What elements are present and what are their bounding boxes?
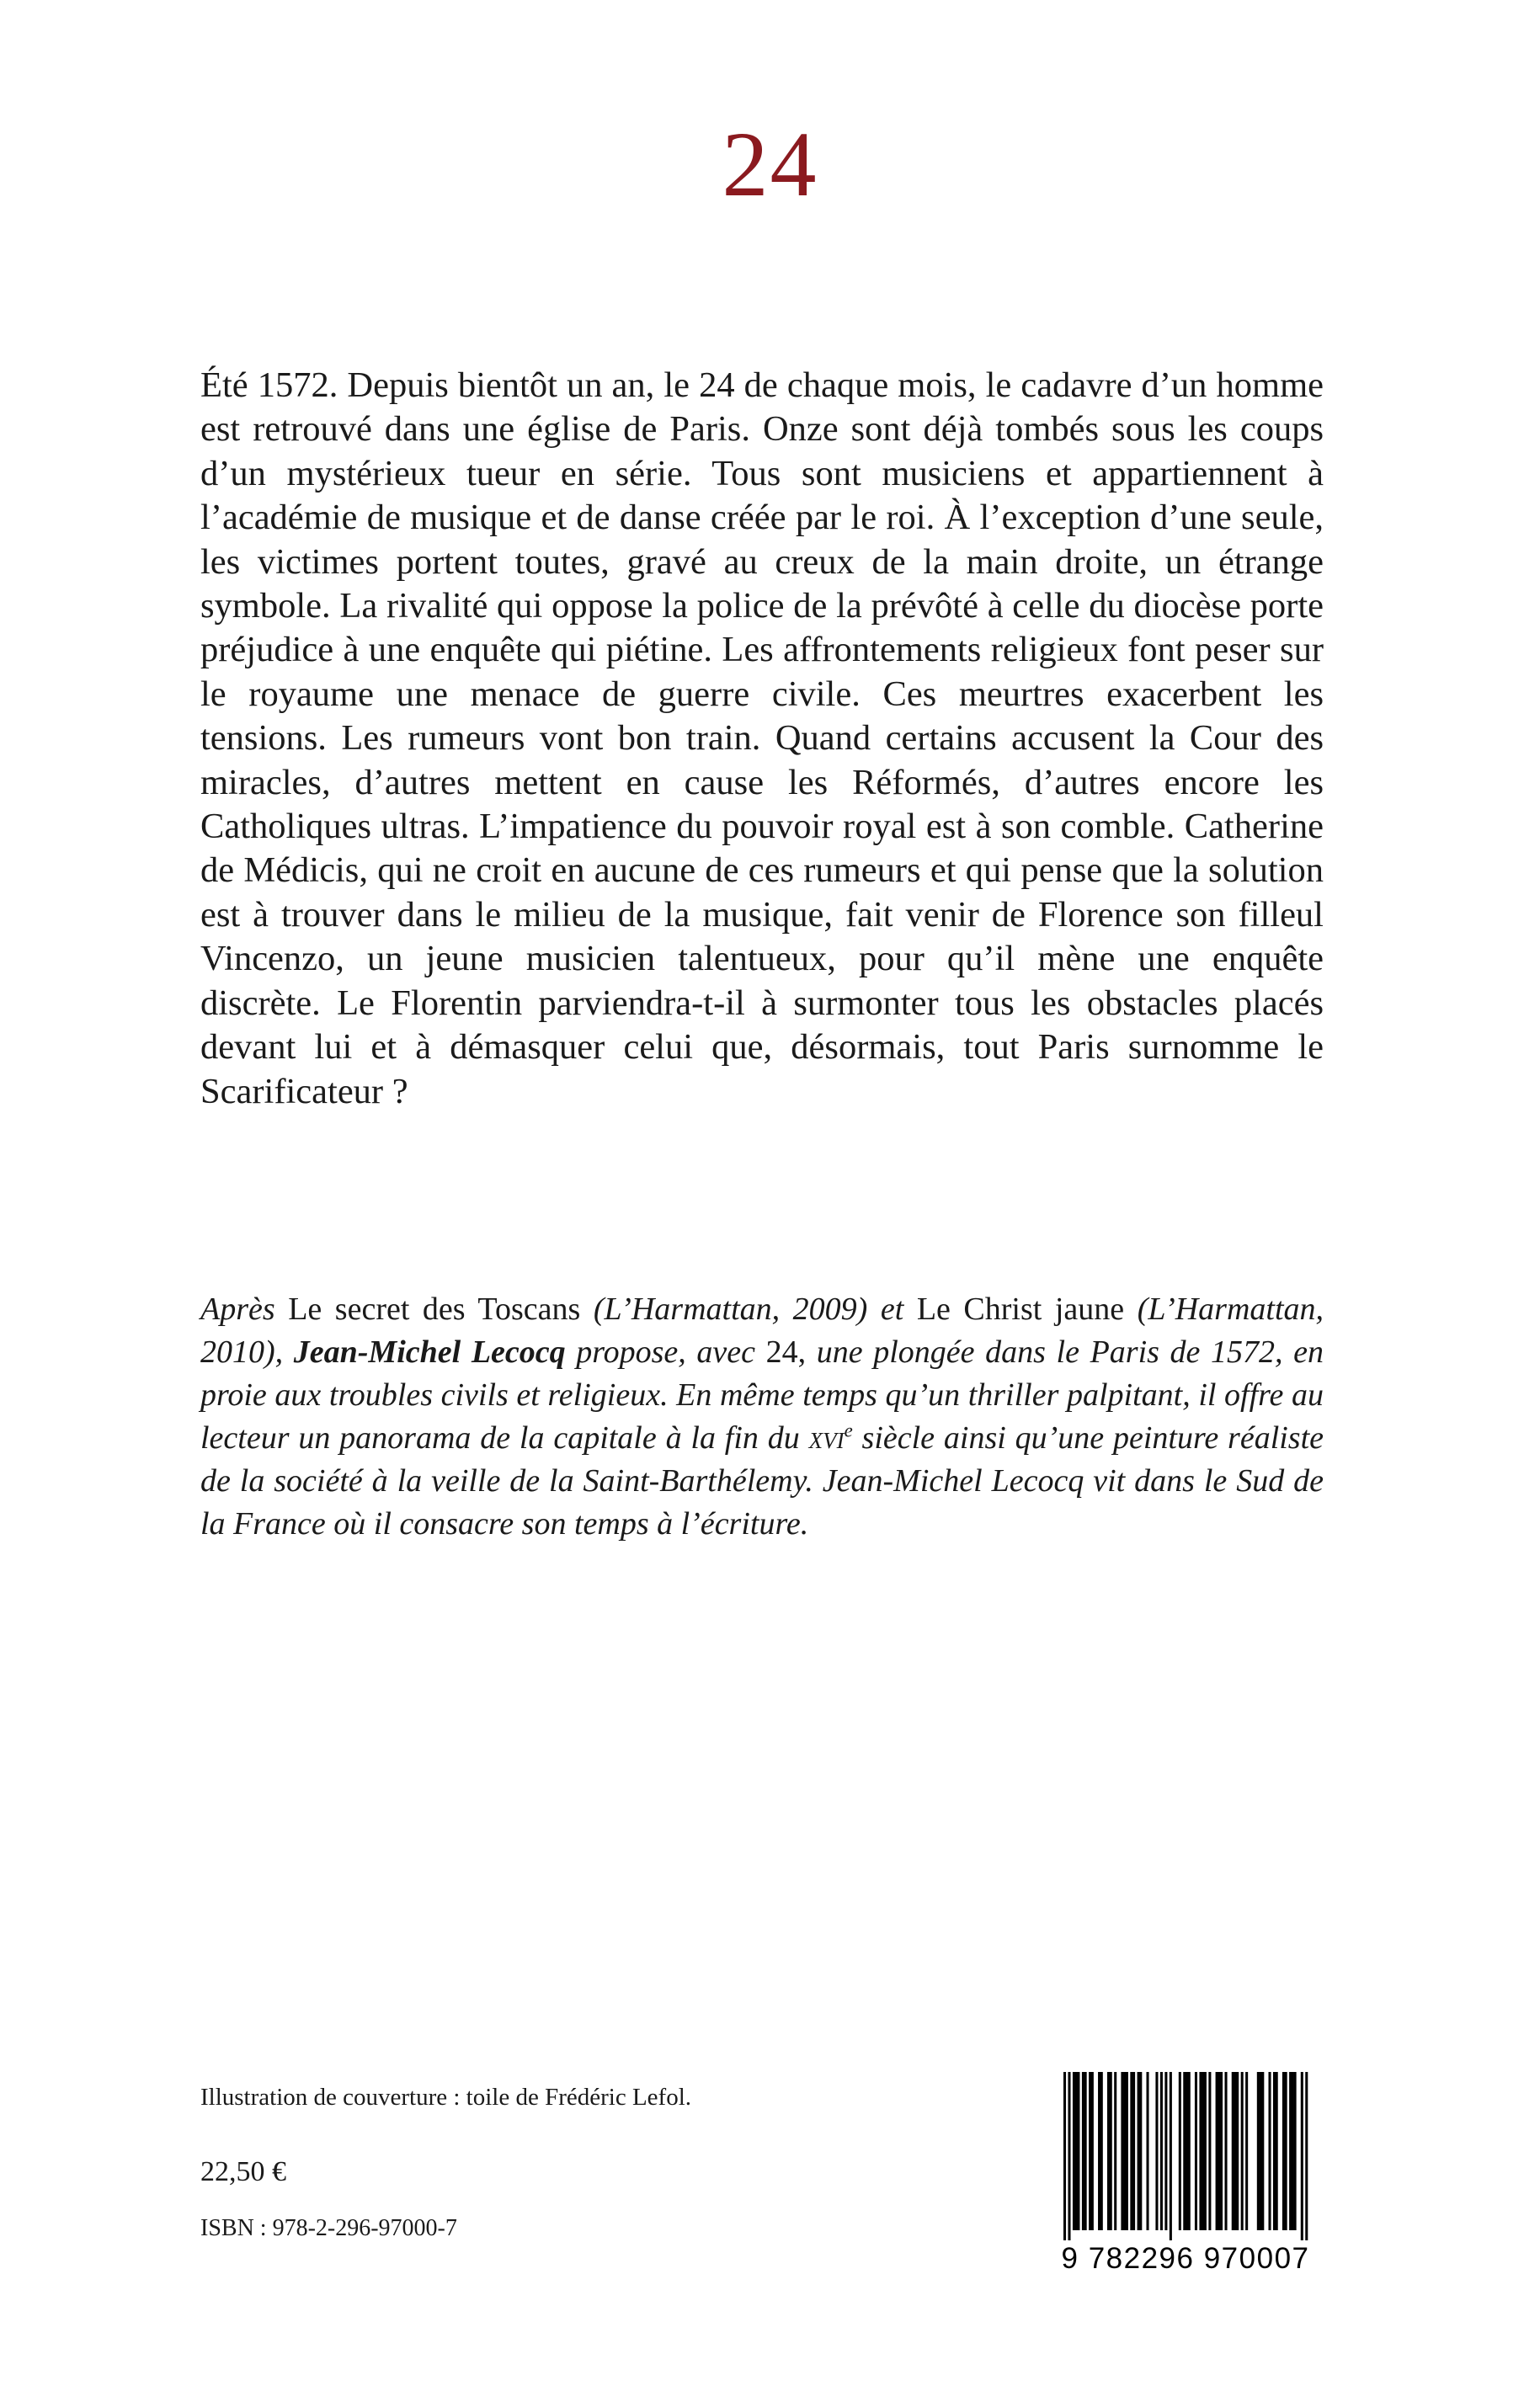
barcode-bar — [1241, 2072, 1244, 2230]
isbn-barcode — [1047, 2072, 1324, 2282]
barcode-bar — [1146, 2072, 1148, 2230]
synopsis-paragraph: Été 1572. Depuis bientôt un an, le 24 de chaque mois, le cadavre d’un homme est retrouvé dans une église de Paris. Onze sont déjà tombés sous les coups d’un mystérieux tueur en série. Tous sont musiciens et appartiennent à l’académie de musique et de danse créée par le roi. À l’exception d’une seule, les victimes portent toutes, gravé au creux de la main droite, un étrange symbole. La rivalité qui oppose la police de la prévôté à celle du diocèse porte préjudice à une enquête qui piétine. Les affrontements religieux font peser sur le royaume une menace de guerre civile. Ces meurtres exacerbent les tensions. Les rumeurs vont bon train. Quand certains accusent la Cour des miracles, d’autres mettent en cause les Réformés, d’autres encore les Catholiques ultras. L’impatience du pouvoir royal est à son comble. Catherine de Médicis, qui ne croit en aucune de ces rumeurs et qui pense que la solution est à trouver dans le milieu de la musique, fait venir de Florence son filleul Vincenzo, un jeune musicien talentueux, pour qu’il mène une enquête discrète. Le Florentin parviendra-t-il à surmonter tous les obstacles placés devant lui et à démasquer celui que, désormais, tout Paris surnomme le Scarificateur ? — [200, 365, 1324, 1111]
barcode-bar — [1282, 2072, 1285, 2230]
barcode-bar — [1260, 2072, 1262, 2230]
book-title-3: 24, — [765, 1334, 807, 1370]
blurb-text: propose, avec — [576, 1334, 756, 1370]
barcode-bar — [1121, 2072, 1123, 2230]
blurb-text: une plongée dans le Paris de 1572, en proie aux troubles civils et religieux. En même temps qu’un thriller palpitant, il offre au lecteur un panorama de la capitale à la fin du — [200, 1334, 1324, 1456]
barcode-bar — [1245, 2072, 1248, 2230]
barcode-bar — [1068, 2072, 1070, 2240]
barcode-bar — [1218, 2072, 1220, 2230]
barcode-bar — [1132, 2072, 1135, 2230]
barcode-bar — [1075, 2072, 1078, 2230]
barcode-bar — [1098, 2072, 1100, 2230]
barcode-bar — [1114, 2072, 1116, 2230]
barcode-bar — [1186, 2072, 1188, 2230]
barcode-bar — [1273, 2072, 1276, 2230]
barcode-bar — [1160, 2072, 1163, 2230]
barcode-bar — [1232, 2072, 1234, 2230]
publisher-1: (L’Harmattan, 2009) — [593, 1292, 868, 1327]
blurb-text: siècle ainsi qu’une peinture réaliste de la société à la veille de la Saint-Barthélemy. Jean-Michel Lecocq vit dans le Sud de la France où il consacre son temps à l’écriture. — [200, 1420, 1324, 1542]
isbn: ISBN : 978-2-296-97000-7 — [200, 2215, 457, 2241]
barcode-bar — [1130, 2072, 1132, 2230]
book-title-1: Le secret des Toscans — [288, 1292, 581, 1327]
barcode-bar — [1236, 2072, 1239, 2230]
barcode-bar — [1225, 2072, 1228, 2230]
blurb-text: Après — [200, 1292, 275, 1327]
barcode-bar — [1089, 2072, 1091, 2230]
barcode-bar — [1289, 2072, 1292, 2230]
barcode-bar — [1220, 2072, 1223, 2230]
barcode-bar — [1301, 2072, 1303, 2240]
barcode-bar — [1063, 2072, 1066, 2240]
century-superscript: e — [844, 1419, 853, 1441]
barcode-bar — [1195, 2072, 1197, 2230]
barcode-bar — [1276, 2072, 1278, 2230]
barcode-bar — [1155, 2072, 1158, 2230]
barcode-bar — [1091, 2072, 1094, 2230]
barcode-bars — [1047, 2072, 1324, 2240]
barcode-bar — [1257, 2072, 1260, 2230]
barcode-bar — [1082, 2072, 1084, 2230]
barcode-bar — [1179, 2072, 1181, 2230]
barcode-bar — [1208, 2072, 1211, 2230]
barcode-bar — [1305, 2072, 1308, 2240]
century-numeral: xvi — [808, 1420, 845, 1456]
barcode-bar — [1268, 2072, 1271, 2230]
cover-illustration-credit: Illustration de couverture : toile de Frédéric Lefol. — [200, 2084, 692, 2111]
book-title-2: Le Christ jaune — [916, 1292, 1125, 1327]
barcode-bar — [1183, 2072, 1186, 2230]
barcode-bar — [1110, 2072, 1112, 2230]
barcode-bar — [1234, 2072, 1236, 2230]
barcode-bar — [1294, 2072, 1297, 2230]
barcode-bar — [1107, 2072, 1110, 2230]
barcode-bar — [1126, 2072, 1128, 2230]
barcode-bar — [1100, 2072, 1103, 2230]
barcode-bar — [1164, 2072, 1167, 2230]
barcode-bar — [1199, 2072, 1202, 2230]
author-blurb — [200, 1288, 1324, 1546]
book-title: 24 — [722, 113, 818, 216]
barcode-bar — [1139, 2072, 1142, 2230]
barcode-bar — [1188, 2072, 1191, 2230]
barcode-bar — [1261, 2072, 1264, 2230]
barcode-bar — [1204, 2072, 1207, 2230]
publisher-2: (L’Harmattan, 2010), — [200, 1292, 1324, 1370]
barcode-bar — [1138, 2072, 1140, 2230]
barcode-bar — [1292, 2072, 1294, 2230]
barcode-bar — [1216, 2072, 1218, 2230]
barcode-bar — [1285, 2072, 1287, 2230]
price: 22,50 € — [200, 2156, 286, 2187]
barcode-bar — [1077, 2072, 1079, 2230]
barcode-bar — [1170, 2072, 1172, 2240]
barcode-bar — [1123, 2072, 1126, 2230]
barcode-digits: 9 782296 970007 — [1061, 2242, 1310, 2275]
barcode-bar — [1084, 2072, 1087, 2230]
blurb-text: et — [880, 1292, 904, 1327]
author-name: Jean-Michel Lecocq — [293, 1334, 566, 1370]
barcode-bar — [1202, 2072, 1204, 2230]
barcode-bar — [1073, 2072, 1075, 2230]
